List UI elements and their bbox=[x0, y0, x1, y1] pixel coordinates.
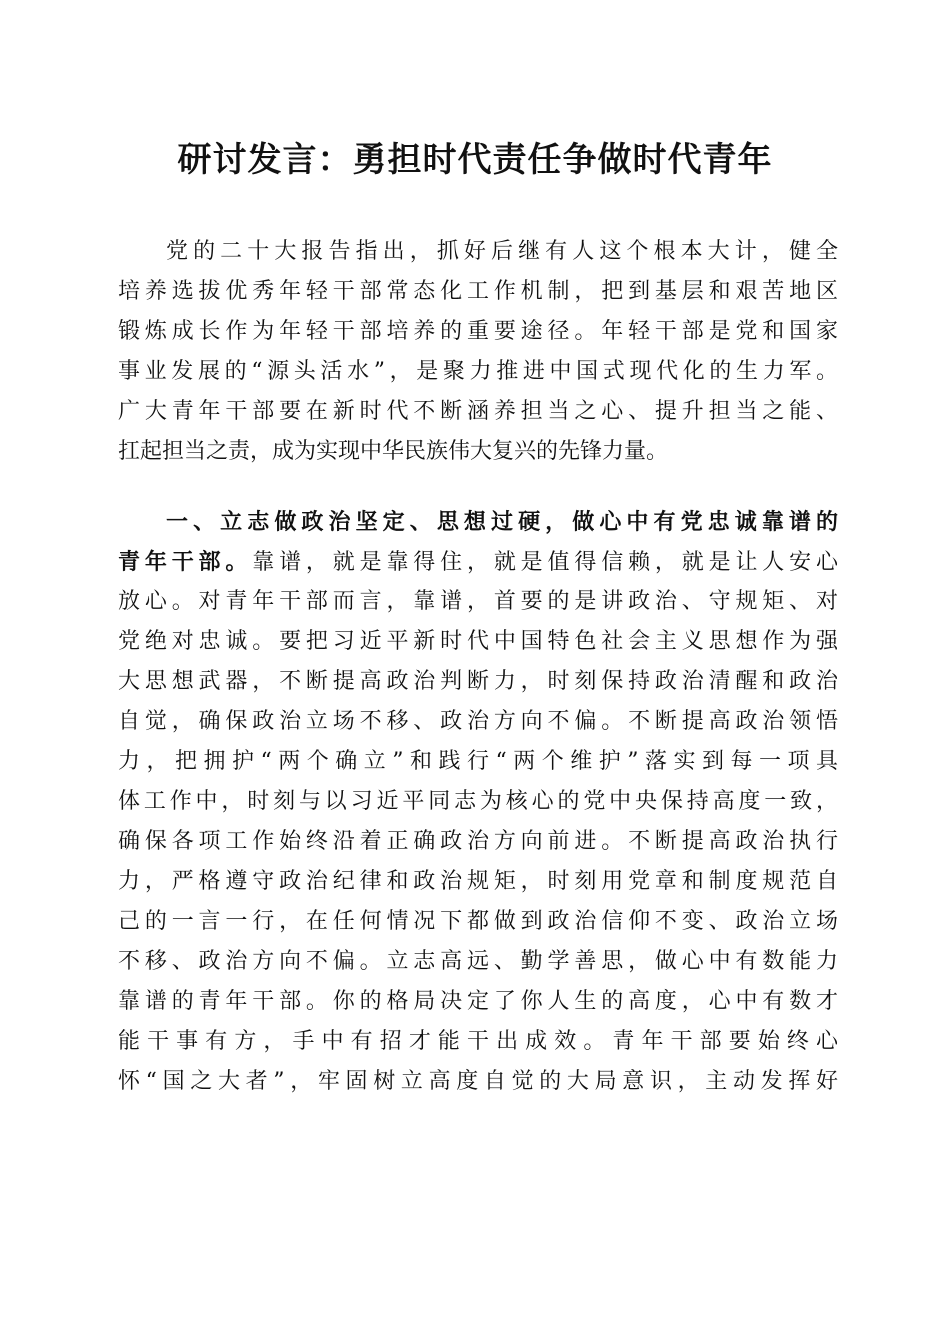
text-line: 事业发展的“源头活水”，是聚力推进中国式现代化的生力军。 bbox=[118, 359, 838, 384]
paragraph-section-one bbox=[118, 502, 838, 1102]
text-line bbox=[118, 542, 838, 582]
text-line: 放心。对青年干部而言，靠谱，首要的是讲政治、守规矩、对 bbox=[118, 589, 838, 614]
text-line: 锻炼成长作为年轻干部培养的重要途径。年轻干部是党和国家 bbox=[118, 319, 838, 344]
text-line: 扛起担当之责，成为实现中华民族伟大复兴的先锋力量。 bbox=[118, 439, 669, 464]
text-line: 广大青年干部要在新时代不断涵养担当之心、提升担当之能、 bbox=[118, 399, 838, 424]
section-text-start: 靠谱，就是靠得住，就是值得信赖，就是让人安心 bbox=[252, 550, 838, 575]
text-line: 力，把拥护“两个确立”和践行“两个维护”落实到每一项具 bbox=[118, 749, 838, 774]
text-line: 大思想武器，不断提高政治判断力，时刻保持政治清醒和政治 bbox=[118, 669, 838, 694]
text-line: 能干事有方，手中有招才能干出成效。青年干部要始终心 bbox=[118, 1029, 838, 1054]
text-line: 确保各项工作始终沿着正确政治方向前进。不断提高政治执行 bbox=[118, 829, 838, 854]
text-line: 己的一言一行，在任何情况下都做到政治信仰不变、政治立场 bbox=[118, 909, 838, 934]
text-line: 不移、政治方向不偏。立志高远、勤学善思，做心中有数能力 bbox=[118, 949, 838, 974]
text-line: 党绝对忠诚。要把习近平新时代中国特色社会主义思想作为强 bbox=[118, 629, 838, 654]
paragraph-intro bbox=[118, 232, 838, 472]
document-title: 研讨发言：勇担时代责任争做时代青年 bbox=[177, 140, 773, 180]
text-line: 自觉，确保政治立场不移、政治方向不偏。不断提高政治领悟 bbox=[118, 709, 838, 734]
section-heading-line: 一、立志做政治坚定、思想过硬，做心中有党忠诚靠谱的 bbox=[166, 509, 838, 535]
text-line: 怀“国之大者”，牢固树立高度自觉的大局意识，主动发挥好 bbox=[118, 1069, 838, 1094]
text-line: 培养选拔优秀年轻干部常态化工作机制，把到基层和艰苦地区 bbox=[118, 279, 838, 304]
text-line: 力，严格遵守政治纪律和政治规矩，时刻用党章和制度规范自 bbox=[118, 869, 838, 894]
text-line: 党的二十大报告指出，抓好后继有人这个根本大计，健全 bbox=[166, 239, 838, 264]
section-heading-end: 青年干部。 bbox=[118, 549, 253, 575]
text-line: 靠谱的青年干部。你的格局决定了你人生的高度，心中有数才 bbox=[118, 989, 838, 1014]
text-line: 体工作中，时刻与以习近平同志为核心的党中央保持高度一致， bbox=[118, 789, 838, 814]
